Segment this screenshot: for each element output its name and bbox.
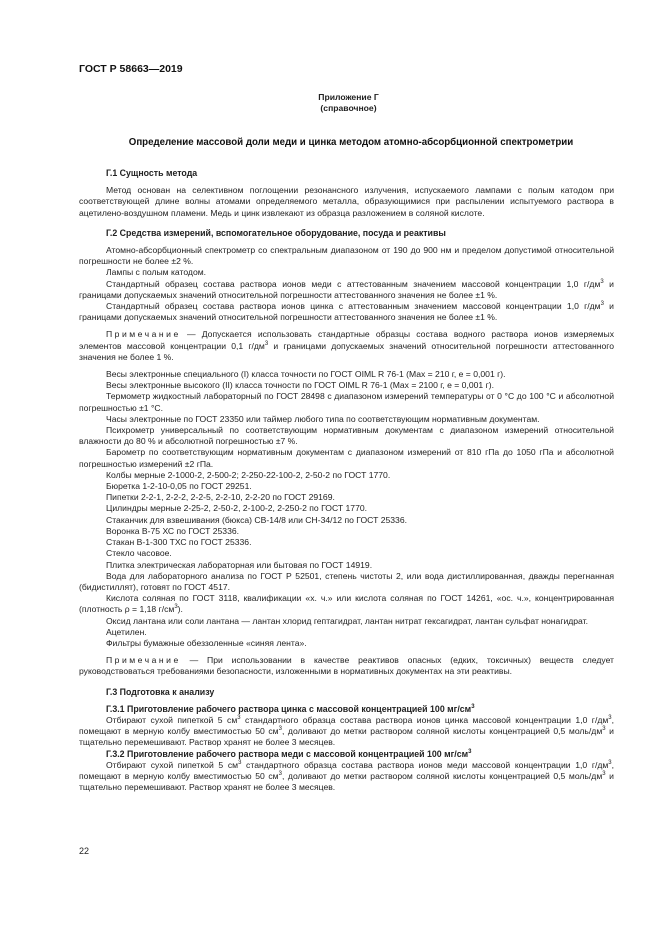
list-item: Термометр жидкостный лабораторный по ГОСТ 28498 с диапазоном измерений температуры от 0 °С до 100 °С и абсолютной погрешностью ±1 °С. (79, 391, 614, 413)
list-item: Оксид лантана или соли лантана — лантан хлорид гептагидрат, лантан нитрат гексагидрат, лантан сульфат нонагидрат. (106, 615, 589, 626)
note-1-label: Примечание (106, 329, 181, 340)
standard-number: ГОСТ Р 58663—2019 (79, 63, 183, 75)
list-item: Стакан В-1-300 ТХС по ГОСТ 25336. (106, 537, 252, 548)
paragraph-spectrometer: Атомно-абсорбционный спектрометр со спектральным диапазоном от 190 до 900 нм и пределом допустимой относительной погрешности не более ±2 %. (79, 245, 614, 267)
section-heading-g3: Г.3 Подготовка к анализу (106, 686, 215, 697)
appendix-title: Приложение Г (318, 92, 379, 102)
list-item: Стекло часовое. (106, 548, 172, 559)
list-item: Часы электронные по ГОСТ 23350 или таймер любого типа по соответствующим нормативным документам. (106, 413, 540, 424)
list-item: Пипетки 2-2-1, 2-2-2, 2-2-5, 2-2-10, 2-2-20 по ГОСТ 29169. (106, 492, 335, 503)
list-item: Плитка электрическая лабораторная или бытовая по ГОСТ 14919. (106, 559, 373, 570)
list-item: Барометр по соответствующим нормативным документам с диапазоном измерений от 810 гПа до 1050 гПа и абсолютной погрешностью измерений ±2 гПа. (79, 447, 614, 469)
appendix-label (0, 92, 661, 114)
subsection-g32-text: Отбирают сухой пипеткой 5 $см^3$ стандартного образца состава раствора ионов меди массовой концентрации 1,0 $г/дм^3$, помещают в мерную колбу вместимостью 50 $см^3$, доливают до метки раствором соляной кислоты концентрацией 0,5 моль/$дм^3$ и тщательно перемешивают. Раствор хранят не более 3 месяцев. (79, 759, 615, 793)
subsection-heading-g31: Г.3.1 Приготовление рабочего раствора цинка с массовой концентрацией 100 $мг/см^3$ (106, 703, 475, 714)
list-item: Весы электронные высокого (II) класса точности по ГОСТ OIML R 76-1 (Max = 2100 г, e = 0,001 г). (106, 380, 494, 391)
main-title: Определение массовой доли меди и цинка методом атомно-абсорбционной спектрометрии (128, 137, 574, 148)
list-item-acid: Кислота соляная по ГОСТ 3118, квалификации «х. ч.» или кислота соляная по ГОСТ 14261, «ос. ч.», концентрированная (плотность ρ = 1,18 $г/см^3$). (79, 593, 614, 615)
note-1: Примечание — Допускается использовать стандартные образцы состава водного раствора ионов измеряемых элементов массовой концентрации 0,1 $г/дм^3$ и границами допускаемых значений относительной погрешности аттестованного значения не более 1 %. (79, 329, 614, 362)
list-item: Психрометр универсальный по соответствующим нормативным документам с диапазоном измерений относительной влажности до 80 % и абсолютной погрешностью ±7 %. (79, 425, 614, 447)
list-item: Цилиндры мерные 2-25-2, 2-50-2, 2-100-2, 2-250-2 по ГОСТ 1770. (106, 503, 368, 514)
appendix-subtitle: (справочное) (320, 103, 377, 113)
section-g1-text: Метод основан на селективном поглощении резонансного излучения, испускаемого лампами с полым катодом при соответствующей длине волны атомами определяемого металла, образующимися при распылении испытуемого раствора в ацетилено-воздушном пламени. Медь и цинк извлекают из образца разложением в соляной кислоте. (79, 185, 614, 218)
section-heading-g1: Г.1 Сущность метода (106, 168, 198, 178)
document-body (79, 168, 614, 793)
list-item: Ацетилен. (106, 626, 147, 637)
note-2: Примечание — При использовании в качестве реактивов опасных (едких, токсичных) веществ следует руководствоваться требованиями безопасности, изложенными в нормативных документах на эти реактивы. (79, 655, 614, 677)
list-item: Колбы мерные 2-1000-2, 2-500-2; 2-250-22-100-2, 2-50-2 по ГОСТ 1770. (106, 469, 391, 480)
list-item: Фильтры бумажные обеззоленные «синяя лента». (106, 637, 307, 648)
note-2-label: Примечание (106, 655, 181, 666)
paragraph-lamps: Лампы с полым катодом. (106, 267, 207, 278)
paragraph-zinc-standard: Стандартный образец состава раствора ионов цинка с аттестованным значением массовой концентрации 1,0 $г/дм^3$ и границами допускаемых значений относительной погрешности аттестованного значения не более ±1 %. (79, 301, 614, 323)
section-heading-g2: Г.2 Средства измерений, вспомогательное оборудование, посуда и реактивы (106, 227, 446, 238)
subsection-heading-g32: Г.3.2 Приготовление рабочего раствора меди с массовой концентрацией 100 $мг/см^3$ (106, 748, 472, 759)
list-item: Весы электронные специального (I) класса точности по ГОСТ OIML R 76-1 (Max = 210 г, e = 0,001 г). (106, 369, 506, 380)
subsection-g31-text: Отбирают сухой пипеткой 5 $см^3$ стандартного образца состава раствора ионов цинка массовой концентрации 1,0 $г/дм^3$, помещают в мерную колбу вместимостью 50 $см^3$, доливают до метки раствором соляной кислоты концентрацией 0,5 моль/$дм^3$ и тщательно перемешивают. Раствор хранят не более 3 месяцев. (79, 714, 614, 748)
list-item: Вода для лабораторного анализа по ГОСТ Р 52501, степень чистоты 2, или вода дистиллированная, дважды перегнанная (бидистиллят), готовят по ГОСТ 4517. (79, 570, 614, 592)
list-item: Воронка В-75 ХС по ГОСТ 25336. (106, 525, 240, 536)
page-number: 22 (79, 846, 90, 856)
list-item: Стаканчик для взвешивания (бюкса) СВ-14/8 или СН-34/12 по ГОСТ 25336. (106, 514, 407, 525)
list-item: Бюретка 1-2-10-0,05 по ГОСТ 29251. (106, 481, 252, 492)
paragraph-copper-standard: Стандартный образец состава раствора ионов меди с аттестованным значением массовой концентрации 1,0 $г/дм^3$ и границами допускаемых значений относительной погрешности аттестованного значения не более ±1 %. (79, 278, 614, 300)
